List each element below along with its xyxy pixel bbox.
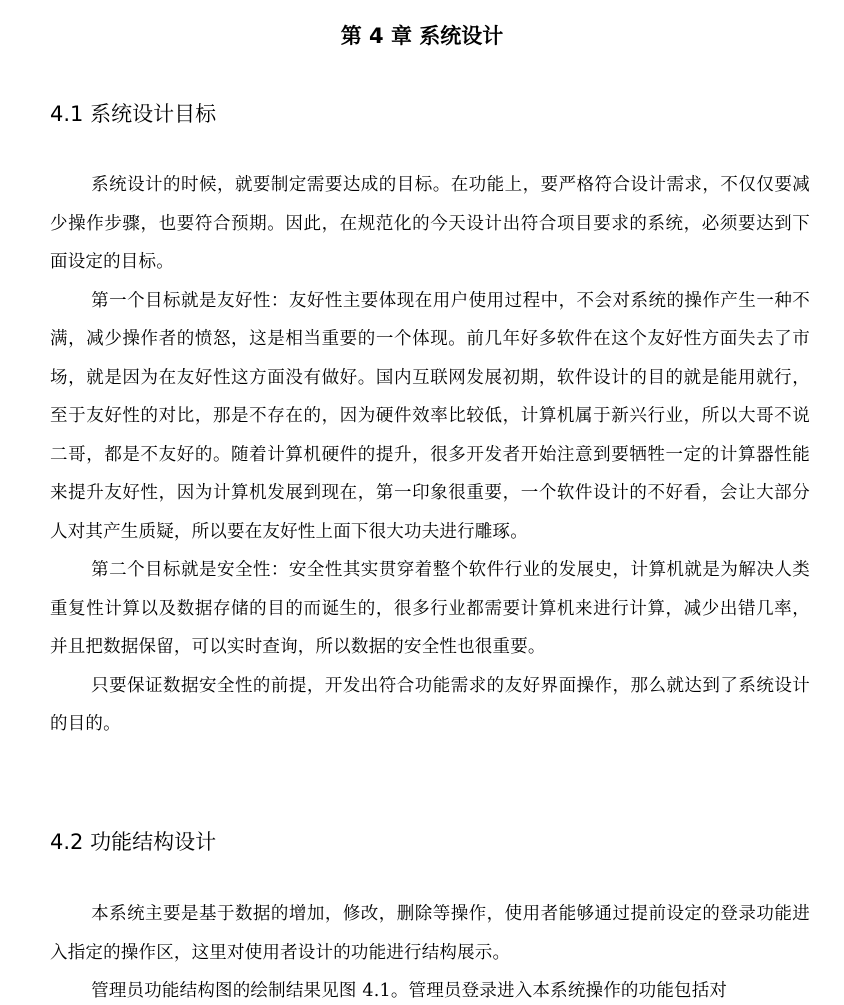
paragraph: 系统设计的时候，就要制定需要达成的目标。在功能上，要严格符合设计需求，不仅仅要减少操作步骤，也要符合预期。因此，在规范化的今天设计出符合项目要求的系统，必须要达到下面设定的目标。 [50, 175, 810, 272]
paragraph: 第二个目标就是安全性：安全性其实贯穿着整个软件行业的发展史，计算机就是为解决人类重复性计算以及数据存储的目的而诞生的，很多行业都需要计算机来进行计算，减少出错几率，并且把数据保留，可以实时查询，所以数据的安全性也很重要。 [50, 560, 810, 657]
section-4-2-body [50, 895, 810, 1005]
chapter-title: 第 4 章 系统设计 [340, 24, 504, 48]
section-4-1-body [50, 166, 810, 744]
section-heading-4-2: 4.2 功能结构设计 [50, 830, 217, 854]
paragraph: 只要保证数据安全性的前提，开发出符合功能需求的友好界面操作，那么就达到了系统设计的目的。 [50, 675, 810, 734]
paragraph: 第一个目标就是友好性：友好性主要体现在用户使用过程中，不会对系统的操作产生一种不满，减少操作者的愤怒，这是相当重要的一个体现。前几年好多软件在这个友好性方面失去了市场，就是因为在友好性这方面没有做好。国内互联网发展初期，软件设计的目的就是能用就行，至于友好性的对比，那是不存在的，因为硬件效率比较低，计算机属于新兴行业，所以大哥不说二哥，都是不友好的。随着计算机硬件的提升，很多开发者开始注意到要牺牲一定的计算器性能来提升友好性，因为计算机发展到现在，第一印象很重要，一个软件设计的不好看，会让大部分人对其产生质疑，所以要在友好性上面下很大功夫进行雕琢。 [50, 290, 810, 542]
paragraph: 本系统主要是基于数据的增加，修改，删除等操作，使用者能够通过提前设定的登录功能进入指定的操作区，这里对使用者设计的功能进行结构展示。 [50, 904, 810, 963]
paragraph: 管理员功能结构图的绘制结果见图 4.1。管理员登录进入本系统操作的功能包括对 [91, 981, 728, 1001]
section-heading-4-1: 4.1 系统设计目标 [50, 102, 217, 126]
